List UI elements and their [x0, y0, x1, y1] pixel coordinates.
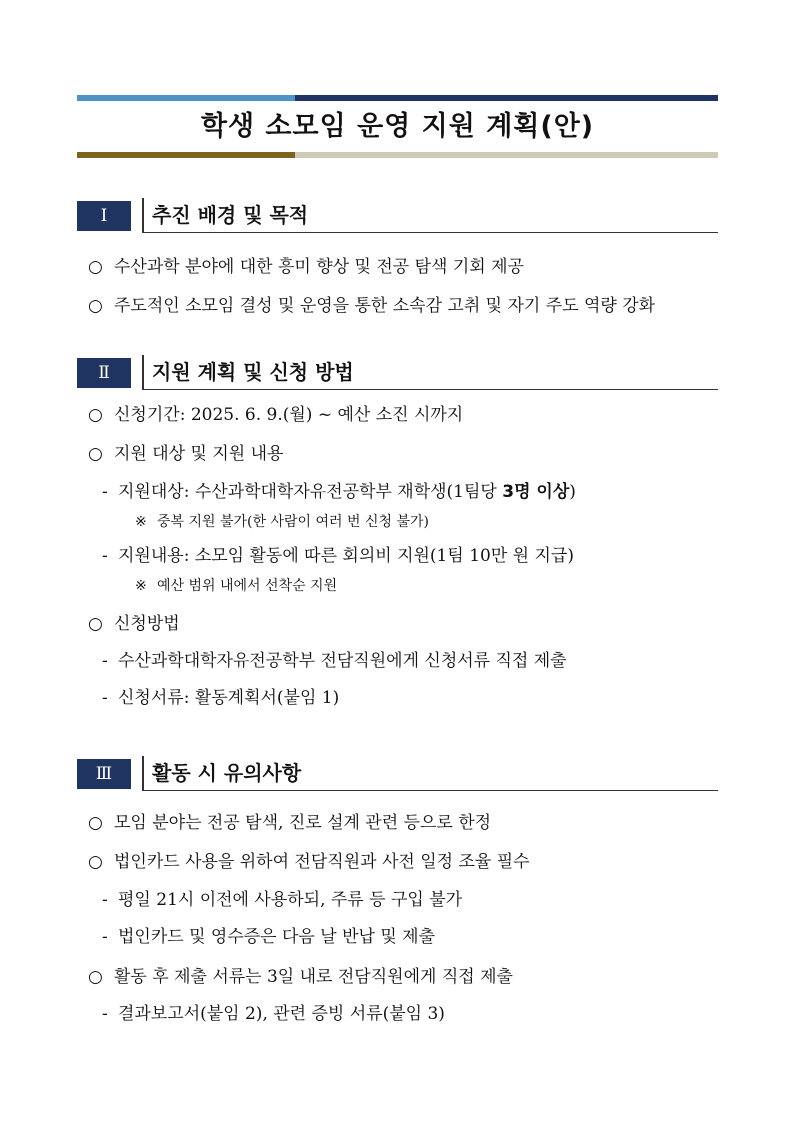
method-heading-text: 신청방법	[114, 614, 180, 634]
section-3-bullet-3	[88, 966, 513, 988]
circle-bullet-icon: ○	[88, 967, 103, 987]
apply-period	[88, 404, 463, 426]
method-item-text: 신청서류: 활동계획서(붙임 1)	[118, 688, 340, 708]
reference-mark-icon: ※	[135, 578, 147, 594]
support-content-note-text: 예산 범위 내에서 선착순 지원	[157, 578, 338, 594]
bullet-text: 활동 후 제출 서류는 3일 내로 전담직원에게 직접 제출	[114, 967, 513, 987]
section-2-numeral: Ⅱ	[77, 358, 131, 388]
support-heading	[88, 443, 283, 465]
section-1-bullet-2	[88, 295, 655, 317]
circle-bullet-icon: ○	[88, 405, 103, 425]
method-item-1	[102, 650, 567, 672]
dash-bullet-icon: -	[102, 482, 108, 502]
dash-bullet-icon: -	[102, 927, 108, 947]
support-target-prefix: 지원대상: 수산과학대학자유전공학부 재학생(1팀당	[118, 482, 503, 502]
method-item-2	[102, 687, 339, 709]
bullet-text: 주도적인 소모임 결성 및 운영을 통한 소속감 고취 및 자기 주도 역량 강화	[114, 296, 656, 316]
title-bottom-rule	[77, 152, 718, 158]
support-target-note	[135, 511, 429, 533]
bullet-text: 수산과학 분야에 대한 흥미 향상 및 전공 탐색 기회 제공	[114, 257, 524, 277]
section-3-header	[77, 756, 718, 792]
apply-period-text: 신청기간: 2025. 6. 9.(월) ~ 예산 소진 시까지	[114, 405, 464, 425]
method-item-text: 수산과학대학자유전공학부 전담직원에게 신청서류 직접 제출	[118, 651, 567, 671]
section-3-title: 활동 시 유의사항	[142, 756, 718, 791]
support-target	[102, 481, 576, 503]
section-3-bullet-3-item-1	[102, 1003, 445, 1025]
dash-bullet-icon: -	[102, 890, 108, 910]
section-3-bullet-2-item-2	[102, 926, 435, 948]
section-3-bullet-2-item-1	[102, 889, 462, 911]
bullet-text: 모임 분야는 전공 탐색, 진로 설계 관련 등으로 한정	[114, 813, 492, 833]
dash-bullet-icon: -	[102, 688, 108, 708]
section-1-title: 추진 배경 및 목적	[142, 198, 718, 233]
circle-bullet-icon: ○	[88, 813, 103, 833]
section-2-title: 지원 계획 및 신청 방법	[142, 355, 718, 390]
support-target-emphasis: 3명 이상	[502, 482, 570, 502]
support-target-suffix: )	[569, 482, 576, 502]
dash-bullet-icon: -	[102, 1004, 108, 1024]
section-1-numeral: Ⅰ	[77, 201, 131, 231]
dash-bullet-icon: -	[102, 546, 108, 566]
support-content-note	[135, 575, 337, 597]
support-content-text: 지원내용: 소모임 활동에 따른 회의비 지원(1팀 10만 원 지급)	[118, 546, 574, 566]
circle-bullet-icon: ○	[88, 614, 103, 634]
section-3-bullet-1	[88, 812, 491, 834]
support-content	[102, 545, 574, 567]
support-target-note-text: 중복 지원 불가(한 사람이 여러 번 신청 불가)	[157, 514, 429, 530]
section-1-bullet-1	[88, 256, 524, 278]
circle-bullet-icon: ○	[88, 296, 103, 316]
section-3-bullet-2	[88, 851, 530, 873]
method-heading	[88, 613, 180, 635]
section-2-header	[77, 355, 718, 391]
dash-item-text: 결과보고서(붙임 2), 관련 증빙 서류(붙임 3)	[118, 1004, 445, 1024]
support-heading-text: 지원 대상 및 지원 내용	[114, 444, 284, 464]
circle-bullet-icon: ○	[88, 257, 103, 277]
section-3-numeral: Ⅲ	[77, 759, 131, 789]
reference-mark-icon: ※	[135, 514, 147, 530]
dash-bullet-icon: -	[102, 651, 108, 671]
document-title: 학생 소모임 운영 지원 계획(안)	[200, 111, 595, 142]
title-top-rule	[77, 95, 718, 101]
section-1-header	[77, 198, 718, 234]
circle-bullet-icon: ○	[88, 852, 103, 872]
title-block	[77, 95, 718, 158]
bullet-text: 법인카드 사용을 위하여 전담직원과 사전 일정 조율 필수	[114, 852, 530, 872]
dash-item-text: 법인카드 및 영수증은 다음 날 반납 및 제출	[118, 927, 436, 947]
dash-item-text: 평일 21시 이전에 사용하되, 주류 등 구입 불가	[118, 890, 463, 910]
circle-bullet-icon: ○	[88, 444, 103, 464]
